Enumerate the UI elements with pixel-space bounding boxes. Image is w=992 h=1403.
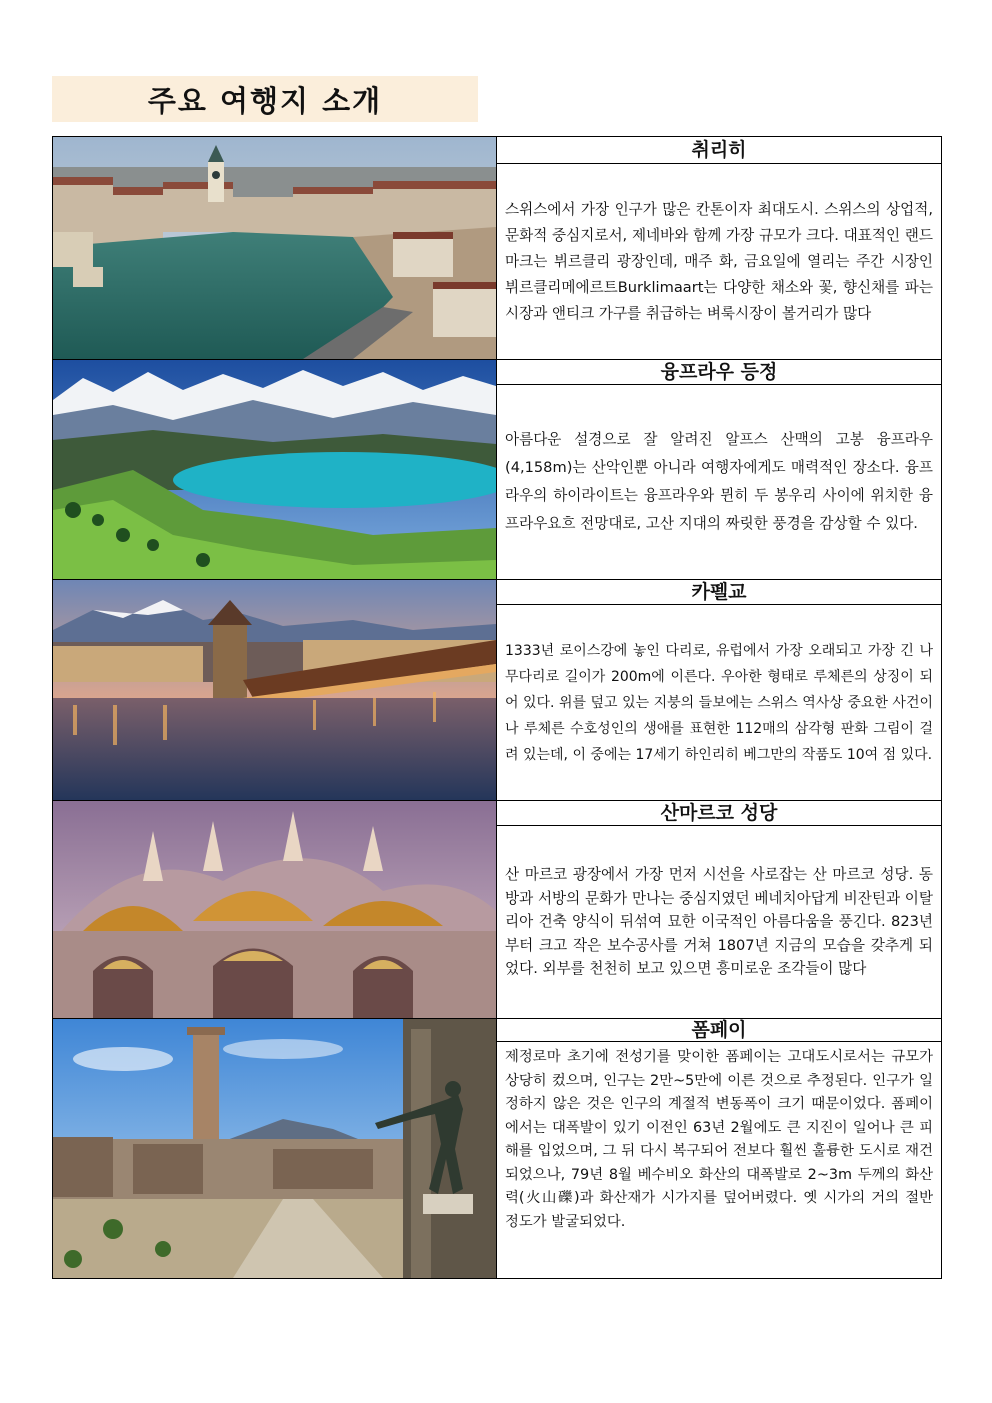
destination-name: 융프라우 등정 xyxy=(497,360,941,385)
jungfrau-info-cell xyxy=(497,360,942,580)
pompeii-ruins-photo xyxy=(53,1019,496,1278)
zurich-cityscape-photo xyxy=(53,137,496,359)
pompeii-info-cell xyxy=(497,1019,942,1279)
destination-name: 폼페이 xyxy=(497,1019,941,1042)
destination-name: 카펠교 xyxy=(497,580,941,605)
st-marks-image-cell xyxy=(53,801,497,1019)
destination-description: 아름다운 설경으로 잘 알려진 알프스 산맥의 고봉 융프라우(4,158m)는 산악인뿐 아니라 여행자에게도 매력적인 장소다. 융프라우의 하이라이트는 융프라우와 뮌히 두 봉우리 사이에 위치한 융프라우요흐 전망대로, 고산 지대의 짜릿한 풍경을 감상할 수 있다. xyxy=(505,431,933,532)
st-marks-basilica-photo xyxy=(53,801,496,1018)
destination-description: 제정로마 초기에 전성기를 맞이한 폼페이는 고대도시로서는 규모가 상당히 컸으며, 인구는 2만~5만에 이른 것으로 추정된다. 인구가 일정하지 않은 것은 인구의 계절적 변동폭이 크기 때문이었다. 폼페이에서는 대폭발이 있기 이전인 63년 2월에도 큰 지진이 일어나 큰 피해를 입었으며, 그 뒤 다시 복구되어 전보다 훨씬 훌륭한 도시로 재건되었으나, 79년 8월 베수비오 화산의 대폭발로 2~3m 두께의 화산력(火山礫)과 화산재가 시가지를 덮어버렸다. 옛 시가의 거의 절반 정도가 발굴되었다. xyxy=(505,1049,933,1230)
chapel-bridge-image-cell xyxy=(53,580,497,801)
pompeii-image-cell xyxy=(53,1019,497,1279)
destination-description: 1333년 로이스강에 놓인 다리로, 유럽에서 가장 오래되고 가장 긴 나무다리로 길이가 200m에 이른다. 우아한 형태로 루체른의 상징이 되어 있다. 위를 덮고 있는 지붕의 들보에는 스위스 역사상 중요한 사건이나 루체른 수호성인의 생애를 표현한 112매의 삼각형 판화 그림이 걸려 있는데, 이 중에는 17세기 하인리히 베그만의 작품도 10여 점 있다. xyxy=(505,642,933,763)
page-title: 주요 여행지 소개 xyxy=(52,76,478,122)
destination-row-pompeii xyxy=(53,1019,942,1279)
destination-description: 산 마르코 광장에서 가장 먼저 시선을 사로잡는 산 마르코 성당. 동방과 서방의 문화가 만나는 중심지였던 베네치아답게 비잔틴과 이탈리아 건축 양식이 뒤섞여 묘한 이국적인 아름다움을 풍긴다. 823년부터 크고 작은 보수공사를 거쳐 1807년 지금의 모습을 갖추게 되었다. 외부를 천천히 보고 있으면 흥미로운 조각들이 많다 xyxy=(505,866,933,978)
destination-row-zurich xyxy=(53,137,942,360)
st-marks-info-cell xyxy=(497,801,942,1019)
destination-row-chapel-bridge xyxy=(53,580,942,801)
chapel-bridge-info-cell xyxy=(497,580,942,801)
destination-description: 스위스에서 가장 인구가 많은 칸톤이자 최대도시. 스위스의 상업적, 문화적 중심지로서, 제네바와 함께 가장 규모가 크다. 대표적인 랜드마크는 뷔르클리 광장인데, 매주 화, 금요일에 열리는 주간 시장인 뷔르클리메에르트Burklimaart는 다양한 채소와 꽃, 향신채를 파는 시장과 앤티크 가구를 취급하는 벼룩시장이 볼거리가 많다 xyxy=(505,200,933,322)
destination-name: 산마르코 성당 xyxy=(497,801,941,826)
destination-name: 취리히 xyxy=(497,137,941,164)
zurich-info-cell xyxy=(497,137,942,360)
destinations-table xyxy=(52,136,942,1279)
jungfrau-alps-lake-photo xyxy=(53,360,496,579)
jungfrau-image-cell xyxy=(53,360,497,580)
destination-row-jungfrau xyxy=(53,360,942,580)
destination-row-st-marks xyxy=(53,801,942,1019)
chapel-bridge-lucerne-photo xyxy=(53,580,496,800)
zurich-image-cell xyxy=(53,137,497,360)
